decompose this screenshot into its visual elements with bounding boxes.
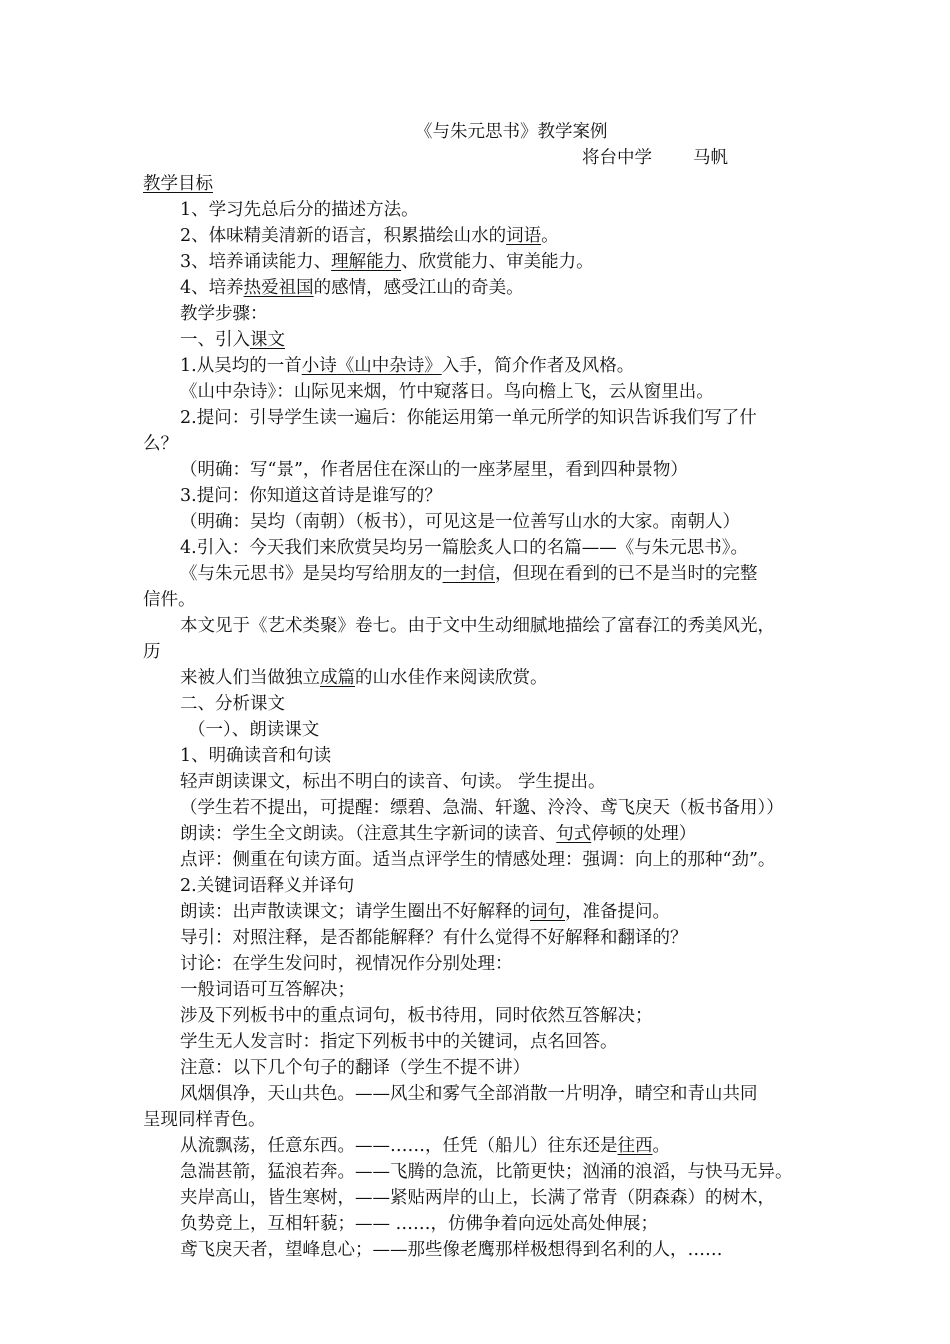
text-segment: 2.提问：引导学生读一遍后：你能运用第一单元所学的知识告诉我们写了什: [180, 408, 757, 428]
text-segment: 导引：对照注释，是否都能解释？有什么觉得不好解释和翻译的？: [180, 928, 688, 948]
author-school: 将台中学: [582, 148, 652, 168]
text-line: [180, 1034, 618, 1052]
text-segment: ，但现在看到的已不是当时的完整: [495, 564, 758, 584]
text-segment: 1、明确读音和句读: [180, 746, 332, 766]
text-segment: 风烟俱净，天山共色。——风尘和雾气全部消散一片明净，晴空和青山共同: [180, 1084, 758, 1104]
section-heading-goals: 教学目标: [143, 174, 213, 194]
text-line: [180, 462, 688, 480]
text-segment: 涉及下列板书中的重点词句，板书待用，同时依然互答解决；: [180, 1006, 653, 1026]
text-segment: 《山中杂诗》：山际见来烟，竹中窥落日。鸟向檐上飞，云从窗里出。: [180, 382, 714, 402]
text-line: [180, 748, 331, 766]
text-line: [180, 332, 285, 350]
underlined-term: 往西: [617, 1136, 653, 1156]
text-line: [180, 904, 670, 922]
text-segment: 1、学习先总后分的描述方法。: [180, 200, 419, 220]
text-segment: 3、培养诵读能力、: [180, 252, 332, 272]
text-line: [188, 722, 319, 740]
text-line: [143, 592, 196, 610]
text-segment: 注意：以下几个句子的翻译（学生不提不讲）: [180, 1058, 530, 1078]
text-segment: 一、引入: [180, 330, 250, 350]
text-segment: （一）、朗读课文: [188, 720, 320, 740]
text-line: [180, 1086, 758, 1104]
text-segment: 负势竞上，互相轩藐；—— ……，仿佛争着向远处高处伸展；: [180, 1214, 659, 1234]
text-segment: 入手，简介作者及风格。: [441, 356, 635, 376]
text-line: [180, 1008, 653, 1026]
text-line: [180, 1242, 723, 1260]
text-segment: 来被人们当做独立: [180, 668, 320, 688]
text-line: [180, 956, 513, 974]
text-segment: 2、体味精美清新的语言，积累描绘山水的: [180, 226, 507, 246]
text-segment: 学生无人发言时：指定下列板书中的关键词，点名回答。: [180, 1032, 618, 1052]
text-line: [180, 1164, 793, 1182]
underlined-term: 词句: [530, 902, 565, 922]
text-line: [180, 1138, 670, 1156]
underlined-term: 一封信: [442, 564, 495, 584]
text-segment: 2.关键词语释义并译句: [180, 876, 355, 896]
text-segment: 急湍甚箭，猛浪若奔。——飞腾的急流，比箭更快；汹涌的浪滔，与快马无异。: [180, 1162, 793, 1182]
text-segment: 教学步骤：: [180, 304, 268, 324]
text-line: [180, 540, 748, 558]
text-line: [180, 228, 559, 246]
text-line: [180, 410, 757, 428]
text-line: [180, 878, 354, 896]
text-segment: 。: [541, 226, 559, 246]
text-segment: 4.引入：今天我们来欣赏吴均另一篇脍炙人口的名篇——《与朱元思书》。: [180, 538, 748, 558]
text-line: [180, 852, 775, 870]
underlined-term: 《山中杂诗》: [336, 356, 442, 376]
underlined-term: 小诗: [301, 356, 337, 376]
underlined-term: 词语: [506, 226, 542, 246]
text-line: [143, 1112, 266, 1130]
text-segment: 4、培养: [180, 278, 244, 298]
text-segment: 历: [143, 642, 161, 662]
text-segment: 3.提问：你知道这首诗是谁写的？: [180, 486, 442, 506]
text-segment: ，准备提问。: [565, 902, 670, 922]
text-segment: （明确：吴均（南朝）（板书），可见这是一位善写山水的大家。南朝人）: [180, 512, 740, 532]
text-line: [180, 254, 594, 272]
text-segment: 、欣赏能力、审美能力。: [401, 252, 594, 272]
text-line: [180, 800, 784, 818]
underlined-term: 成篇: [320, 668, 355, 688]
text-segment: 停顿的处理）: [591, 824, 697, 844]
text-line: [180, 670, 548, 688]
text-line: [180, 774, 606, 792]
underlined-term: 理解能力: [331, 252, 402, 272]
underlined-term: 句式: [556, 824, 592, 844]
text-segment: 点评：侧重在句读方面。适当点评学生的情感处理：强调：向上的那种“劲”。: [180, 850, 776, 870]
text-segment: 一般词语可互答解决；: [180, 980, 355, 1000]
text-line: [180, 1190, 775, 1208]
text-line: [180, 488, 442, 506]
text-segment: 朗读：学生全文朗读。（注意其生字新词的读音、: [180, 824, 557, 844]
text-segment: （明确：写“景”，作者居住在深山的一座茅屋里，看到四种景物）: [180, 460, 688, 480]
text-segment: 本文见于《艺术类聚》卷七。由于文中生动细腻地描绘了富春江的秀美风光，: [180, 616, 775, 636]
text-segment: （学生若不提出，可提醒：缥碧、急湍、轩邈、泠泠、鸢飞戾天（板书备用））: [180, 798, 784, 818]
text-segment: 鸢飞戾天者，望峰息心；——那些像老鹰那样极想得到名利的人，……: [180, 1240, 723, 1260]
text-segment: 的山水佳作来阅读欣赏。: [355, 668, 548, 688]
text-line: [180, 358, 634, 376]
text-line: [180, 202, 419, 220]
text-line: [180, 1060, 530, 1078]
document-title: 《与朱元思书》教学案例: [415, 122, 608, 142]
text-line: [143, 644, 161, 662]
text-line: [180, 280, 524, 298]
text-segment: 讨论：在学生发问时，视情况作分别处理：: [180, 954, 513, 974]
text-segment: 呈现同样青色。: [143, 1110, 266, 1130]
text-line: [143, 436, 178, 454]
text-segment: 朗读：出声散读课文；请学生圈出不好解释的: [180, 902, 530, 922]
text-segment: 。: [652, 1136, 670, 1156]
text-segment: 的感情，感受江山的奇美。: [313, 278, 524, 298]
text-segment: 从流飘荡，任意东西。——……，任凭（船儿）往东还是: [180, 1136, 618, 1156]
text-line: [180, 566, 758, 584]
text-line: [180, 1216, 658, 1234]
author-name: 马帆: [693, 148, 728, 168]
text-segment: 轻声朗读课文，标出不明白的读音、句读。 学生提出。: [180, 772, 606, 792]
text-line: [180, 696, 285, 714]
text-segment: 二、分析课文: [180, 694, 285, 714]
text-segment: 么？: [143, 434, 178, 454]
text-segment: 《与朱元思书》是吴均写给朋友的: [180, 564, 443, 584]
text-segment: 信件。: [143, 590, 196, 610]
text-line: [180, 826, 696, 844]
text-line: [180, 306, 268, 324]
text-line: [180, 930, 688, 948]
text-segment: 1.从吴均的一首: [180, 356, 302, 376]
text-line: [180, 618, 775, 636]
text-segment: 夹岸高山，皆生寒树，——紧贴两岸的山上，长满了常青（阴森森）的树木，: [180, 1188, 775, 1208]
underlined-term: 课文: [250, 330, 285, 350]
text-line: [180, 982, 355, 1000]
text-line: [180, 384, 714, 402]
underlined-term: 热爱祖国: [243, 278, 314, 298]
text-line: [180, 514, 740, 532]
